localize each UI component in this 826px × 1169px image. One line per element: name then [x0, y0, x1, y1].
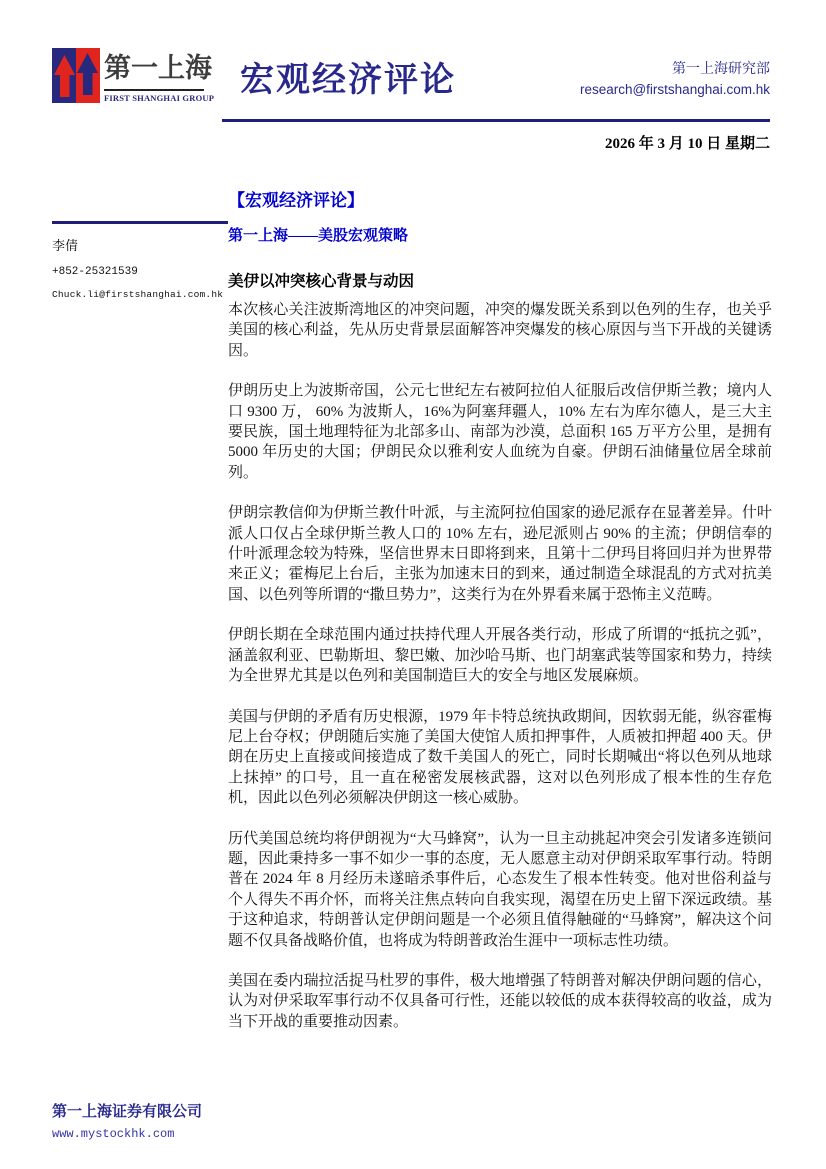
- logo-divider: [104, 89, 204, 91]
- article-series-title: 第一上海——美股宏观策略: [228, 228, 409, 244]
- article-paragraph: 伊朗宗教信仰为伊斯兰教什叶派，与主流阿拉伯国家的逊尼派存在显著差异。什叶派人口仅占全球伊斯兰教人口的 10% 左右，逊尼派则占 90% 的主流；伊朗信奉的什叶派理念较为特殊，坚信世界末日即将到来，且第十二伊玛目将回归并为世界带来正义；霍梅尼上台后，主张为加速末日的到来，通过制造全球混乱的方式对抗美国、以色列等所谓的“撒旦势力”，这类行为在外界看来属于恐怖主义范畴。: [228, 505, 772, 603]
- article-main: [228, 186, 772, 1052]
- article-section-title: 【宏观经济评论】: [228, 191, 364, 210]
- page-footer: [52, 1100, 202, 1141]
- analyst-email[interactable]: Chuck.li@firstshanghai.com.hk: [52, 289, 224, 300]
- header-divider: [222, 119, 770, 122]
- article-paragraph: 美国与伊朗的矛盾有历史根源，1979 年卡特总统执政期间，因软弱无能，纵容霍梅尼上台夺权；伊朗随后实施了美国大使馆人质扣押事件，人质被扣押超 400 天。伊朗在历史上直接或间接造成了数千美国人的死亡，同时长期喊出“将以色列从地球上抹掉” 的口号，且一直在秘密发展核武器，这对以色列形成了根本性的生存危机，因此以色列必须解决伊朗这一核心威胁。: [228, 708, 772, 807]
- analyst-phone: +852-25321539: [52, 266, 138, 278]
- analyst-sidebar: [52, 221, 228, 300]
- sidebar-divider: [52, 221, 228, 224]
- logo-en-text: FIRST SHANGHAI GROUP: [104, 93, 215, 103]
- company-logo: [52, 48, 215, 103]
- article-headline: 美伊以冲突核心背景与动因: [228, 273, 415, 290]
- article-paragraph: 本次核心关注波斯湾地区的冲突问题，冲突的爆发既关系到以色列的生存，也关乎美国的核心利益，先从历史背景层面解答冲突爆发的核心原因与当下开战的关键诱因。: [228, 302, 772, 359]
- article-paragraph: 美国在委内瑞拉活捉马杜罗的事件，极大地增强了特朗普对解决伊朗问题的信心，认为对伊采取军事行动不仅具备可行性，还能以较低的成本获得较高的收益，成为当下开战的重要推动因素。: [228, 972, 772, 1030]
- article-paragraph: 历代美国总统均将伊朗视为“大马蜂窝”，认为一旦主动挑起冲突会引发诸多连锁问题，因此秉持多一事不如少一事的态度，无人愿意主动对伊朗采取军事行动。特朗普在 2024 年 8 月经历未遂暗杀事件后，心态发生了根本性转变。他对世俗利益与个人得失不再介怀，而将关注焦点转向自我实现，渴望在历史上留下深远政绩。基于这种追求，特朗普认定伊朗问题是一个必须且值得触碰的“马蜂窝”，解决这个问题不仅具备战略价值，也将成为特朗普政治生涯中一项标志性功绩。: [228, 830, 772, 949]
- research-dept-contact: [580, 60, 770, 99]
- analyst-name: 李倩: [52, 238, 79, 253]
- report-date: 2026 年 3 月 10 日 星期二: [604, 136, 770, 152]
- footer-website-link[interactable]: www.mystockhk.com: [52, 1127, 175, 1141]
- footer-company-name: 第一上海证券有限公司: [52, 1104, 203, 1120]
- logo-cn-text: 第一上海: [104, 53, 212, 83]
- research-dept-name: 第一上海研究部: [672, 62, 770, 77]
- masthead-title: 宏观经济评论: [240, 62, 456, 99]
- logo-arrows-icon: [52, 48, 100, 103]
- research-dept-email[interactable]: research@firstshanghai.com.hk: [579, 82, 770, 97]
- article-paragraph: 伊朗长期在全球范围内通过扶持代理人开展各类行动，形成了所谓的“抵抗之弧”，涵盖叙利亚、巴勒斯坦、黎巴嫩、加沙哈马斯、也门胡塞武装等国家和势力，持续为全世界尤其是以色列和美国制造巨大的安全与地区发展麻烦。: [228, 627, 772, 685]
- article-body: [228, 300, 772, 1032]
- logo-wordmark: [104, 48, 215, 103]
- article-paragraph: 伊朗历史上为波斯帝国，公元七世纪左右被阿拉伯人征服后改信伊斯兰教；境内人口 9300 万， 60% 为波斯人，16%为阿塞拜疆人，10% 左右为库尔德人，是三大主要民族，国土地理特征为北部多山、南部为沙漠，总面积 165 万平方公里，是拥有 5000 年历史的大国；伊朗民众以雅利安人血统为自豪。伊朗石油储量位居全球前列。: [228, 383, 772, 481]
